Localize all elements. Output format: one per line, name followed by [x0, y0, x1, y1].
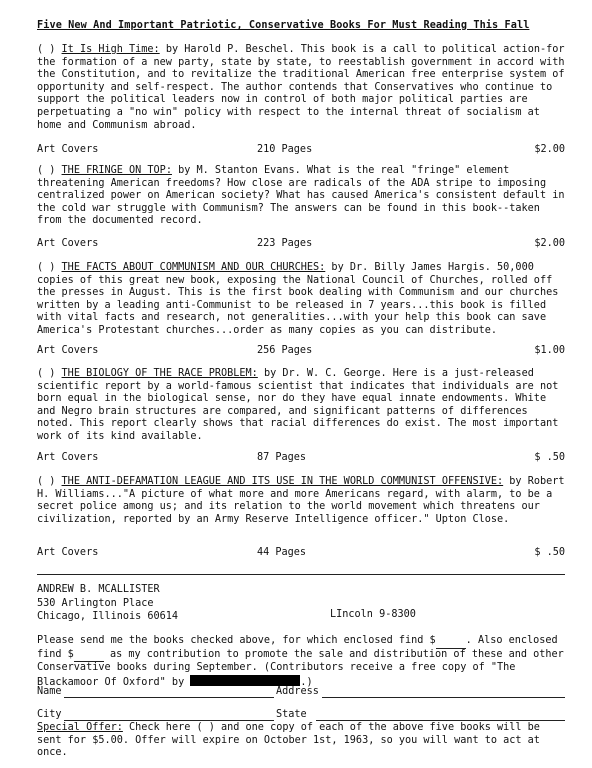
- book-meta: [37, 238, 565, 251]
- publisher-street: 530 Arlington Place: [37, 598, 154, 609]
- name-field[interactable]: [64, 697, 274, 698]
- city-label: City: [37, 709, 62, 720]
- book-entry: [37, 262, 565, 338]
- book-pages: 44 Pages: [257, 547, 307, 558]
- book-price: $2.00: [534, 144, 565, 155]
- special-offer-text: Check here ( ) and one copy of each of the above five books will be sent for $5.00. Offer will expire on October 1st, 1963, so you will want to act at once.: [37, 722, 540, 759]
- book-covers: Art Covers: [37, 547, 99, 558]
- state-field[interactable]: [316, 720, 565, 721]
- book-price: $ .50: [534, 452, 565, 463]
- book-meta: [37, 345, 565, 358]
- order-text: [37, 635, 565, 689]
- book-price: $1.00: [534, 345, 565, 356]
- payment-amount-field[interactable]: [436, 635, 466, 649]
- book-meta: [37, 547, 565, 560]
- book-description: by Harold P. Beschel. This book is a call to political action-for the formation of a new party, state by state, to reestablish government in accord with the Constitution, and to revitalize the traditional American free enterprise system of opportunity and self-respect. The author contends that Conservatives who continue to support the political leaders now in control of both major political parties are perpetuating a "no win" policy with respect to the internal threat of socialism at home and Communism abroad.: [37, 44, 565, 131]
- order-text-part: enclosed find $: [37, 635, 558, 660]
- book-checkbox[interactable]: ( ): [37, 262, 56, 273]
- order-text-part: .): [300, 676, 313, 688]
- book-description: by Robert H. Williams..."A picture of what more and more Americans regard, with alarm, to be a secret police among us; and its relation to the world movement which threatens our civilization, reported by an Army Reserve Intelligence officer." Upton Close.: [37, 476, 565, 525]
- contribution-amount-field[interactable]: [74, 649, 104, 663]
- book-pages: 210 Pages: [257, 144, 313, 155]
- city-field[interactable]: [64, 720, 274, 721]
- book-checkbox[interactable]: ( ): [37, 368, 56, 379]
- book-pages: 87 Pages: [257, 452, 307, 463]
- book-title: THE ANTI-DEFAMATION LEAGUE AND ITS USE IN THE WORLD COMMUNIST OFFENSIVE:: [61, 476, 504, 487]
- book-covers: Art Covers: [37, 345, 99, 356]
- address-field[interactable]: [322, 697, 565, 698]
- divider: [37, 574, 565, 575]
- address-label: Address: [276, 686, 319, 697]
- book-meta: [37, 144, 565, 157]
- book-pages: 256 Pages: [257, 345, 313, 356]
- special-offer: [37, 722, 565, 760]
- book-price: $2.00: [534, 238, 565, 249]
- book-title: THE FRINGE ON TOP:: [61, 165, 172, 176]
- book-covers: Art Covers: [37, 238, 99, 249]
- book-entry: [37, 44, 565, 132]
- book-entry: [37, 165, 565, 228]
- book-checkbox[interactable]: ( ): [37, 476, 56, 487]
- redaction-block: [190, 675, 300, 686]
- book-checkbox[interactable]: ( ): [37, 44, 56, 55]
- book-pages: 223 Pages: [257, 238, 313, 249]
- book-covers: Art Covers: [37, 144, 99, 155]
- book-checkbox[interactable]: ( ): [37, 165, 56, 176]
- state-label: State: [276, 709, 307, 720]
- book-title: THE FACTS ABOUT COMMUNISM AND OUR CHURCHES:: [61, 262, 326, 273]
- page-title: Five New And Important Patriotic, Conservative Books For Must Reading This Fall: [37, 20, 530, 31]
- book-description: by Dr. W. C. George. Here is a just-released scientific report by a world-famous scientist that indicates that individuals are not born equal in the biological sense, nor do they have equal innate endowments. White and Negro brain structures are compared, and significant patterns of differences noted. This report clearly shows that racial differences do exist. The most important work of its kind available.: [37, 368, 559, 442]
- book-meta: [37, 452, 565, 465]
- special-offer-label: Special Offer:: [37, 722, 123, 733]
- book-title: THE BIOLOGY OF THE RACE PROBLEM:: [61, 368, 258, 379]
- order-text-part: as my contribution to promote the sale and distribution of these and other Conservative books during September. (Contributors receive a free copy of "The Blackamoor Of Oxford" by: [37, 648, 564, 688]
- name-label: Name: [37, 686, 62, 697]
- book-entry: [37, 368, 565, 444]
- book-description: by M. Stanton Evans. What is the real "fringe" element threatening American freedoms? How close are radicals of the ADA stripe to imposing centralized power on American society? What has caused America's consistent default in the cold war struggle with Communism? The answers can be found in this book--taken from the documented record.: [37, 165, 565, 227]
- order-text-part: Please send me the books checked above, for which enclosed find $: [37, 635, 436, 646]
- publisher-name: ANDREW B. MCALLISTER: [37, 584, 160, 595]
- book-entry: [37, 476, 565, 526]
- book-covers: Art Covers: [37, 452, 99, 463]
- book-description: by Dr. Billy James Hargis. 50,000 copies of this great new book, exposing the National Council of Churches, rolled off the presses in August. This is the first book dealing with Communism and our churches written by a leading anti-Communist to be released in 7 years...this book is filled with vital facts and research, not generalities...with your help this book can save America's Protestant churches...order as many copies as you can distribute.: [37, 262, 559, 336]
- book-price: $ .50: [534, 547, 565, 558]
- order-text-part: . Also: [465, 635, 503, 646]
- publisher-city: Chicago, Illinois 60614: [37, 611, 179, 622]
- publisher-phone: LIncoln 9-8300: [330, 609, 416, 620]
- book-title: It Is High Time:: [61, 44, 160, 55]
